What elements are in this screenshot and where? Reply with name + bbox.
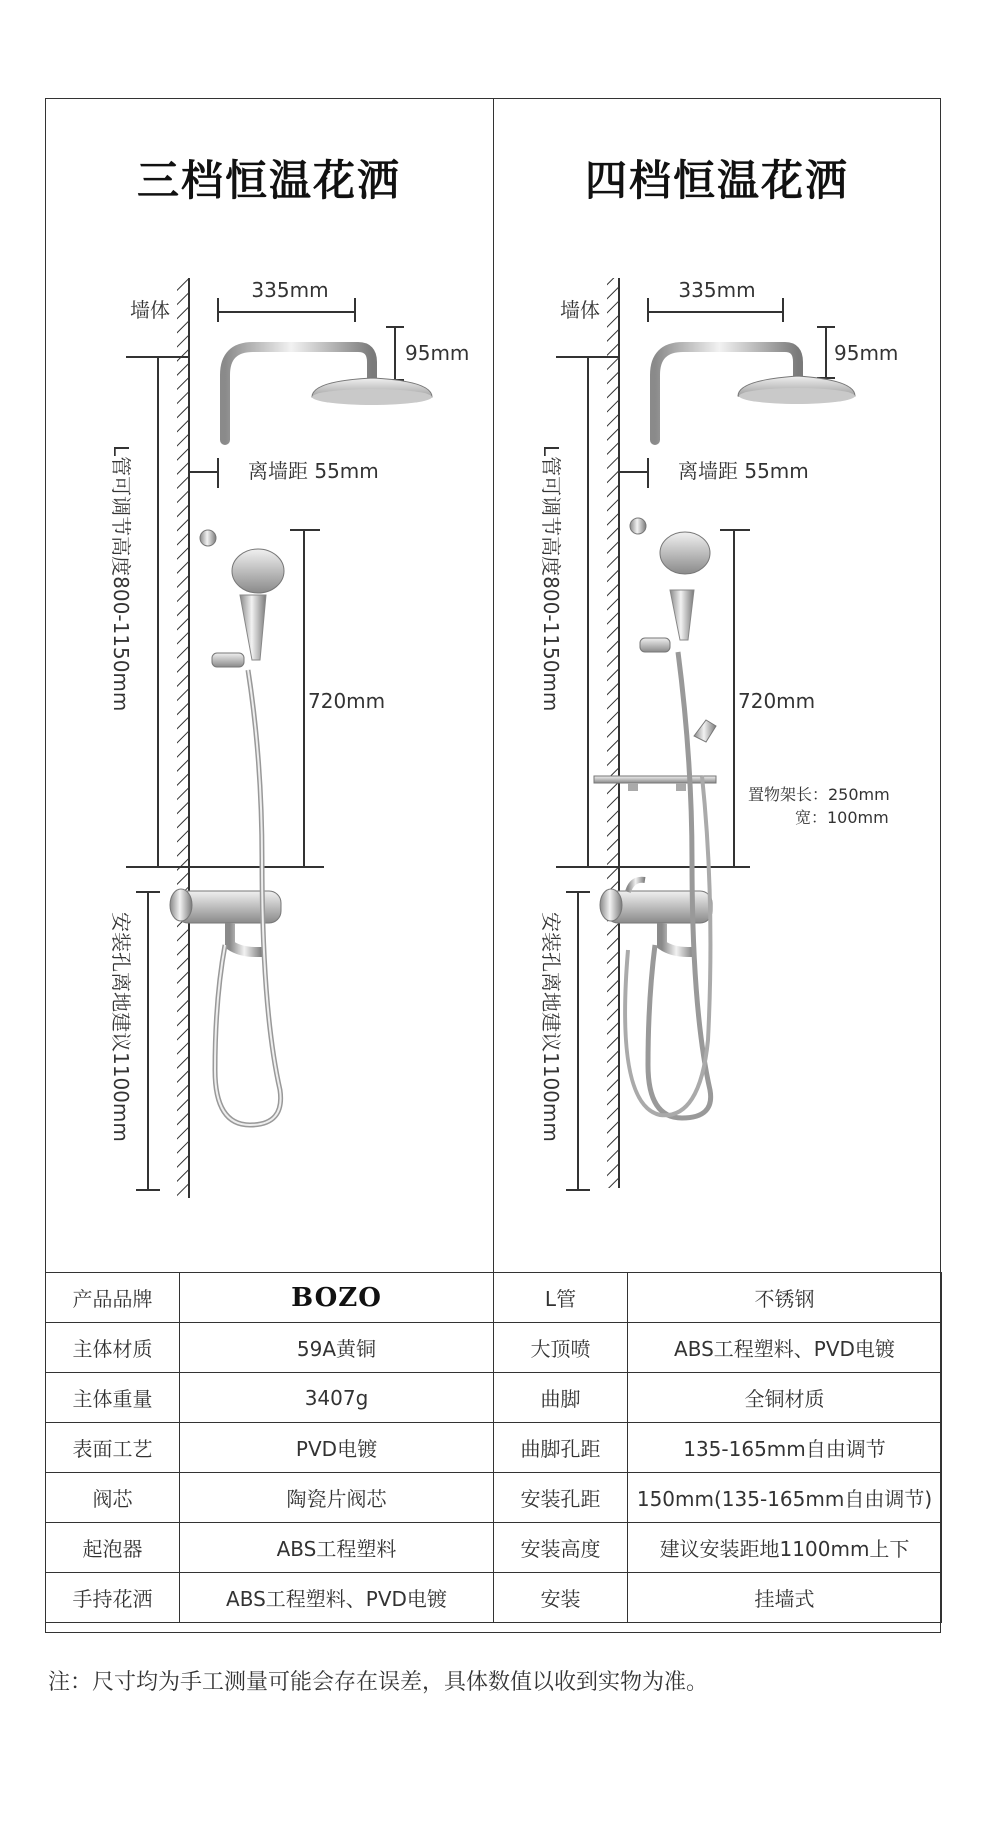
three-mode-diagram (109, 278, 469, 1198)
spec-value: 3407g (180, 1373, 494, 1423)
l-pipe-adjust-label: L管可调节高度800-1150mm (109, 445, 133, 712)
hand-shower-head (232, 549, 284, 593)
tub-spout (662, 923, 694, 952)
spec-key: 主体材质 (46, 1323, 180, 1373)
install-height-label: 安装孔离地建议1100mm (539, 912, 563, 1142)
table-row (46, 1273, 942, 1323)
spec-key: 阀芯 (46, 1473, 180, 1523)
table-row (46, 1523, 942, 1573)
spec-key: 手持花洒 (46, 1573, 180, 1623)
spec-value: 59A黄铜 (180, 1323, 494, 1373)
spec-value: 陶瓷片阀芯 (180, 1473, 494, 1523)
l-pipe-adjust-label: L管可调节高度800-1150mm (539, 445, 563, 712)
spec-key: 曲脚孔距 (494, 1423, 628, 1473)
spec-value: ABS工程塑料、PVD电镀 (628, 1323, 942, 1373)
bidet-sprayer (694, 720, 716, 742)
spec-value: 挂墙式 (628, 1573, 942, 1623)
width-dimension-label: 335mm (251, 278, 329, 302)
wall-label: 墙体 (560, 298, 600, 322)
spec-key: 主体重量 (46, 1373, 180, 1423)
tub-spout (230, 923, 262, 952)
storage-shelf (594, 776, 716, 783)
table-row (46, 1423, 942, 1473)
wall-distance-label: 离墙距 55mm (678, 459, 809, 483)
spec-key: 产品品牌 (46, 1273, 180, 1323)
hand-shower-head (660, 532, 710, 574)
table-row (46, 1473, 942, 1523)
hand-shower-handle (240, 595, 266, 660)
measurement-note: 注：尺寸均为手工测量可能会存在误差，具体数值以收到实物为准。 (48, 1670, 709, 1695)
shelf-length-label: 置物架长：250mm (748, 785, 890, 804)
table-row (46, 1573, 942, 1623)
table-row (46, 1373, 942, 1423)
wall-label: 墙体 (130, 298, 170, 322)
head-height-label: 95mm (834, 341, 899, 365)
spec-value: 150mm(135-165mm自由调节) (628, 1473, 942, 1523)
wall-distance-label: 离墙距 55mm (248, 459, 379, 483)
spec-value: 建议安装距地1100mm上下 (628, 1523, 942, 1573)
spec-key: 大顶喷 (494, 1323, 628, 1373)
four-mode-shower-title: 四档恒温花洒 (584, 156, 849, 205)
spec-key: 曲脚 (494, 1373, 628, 1423)
spec-key: 安装 (494, 1573, 628, 1623)
spec-key: 起泡器 (46, 1523, 180, 1573)
three-mode-shower-title: 三档恒温花洒 (136, 156, 401, 205)
spec-value: ABS工程塑料 (180, 1523, 494, 1573)
four-mode-diagram (539, 278, 898, 1190)
spec-value: ABS工程塑料、PVD电镀 (180, 1573, 494, 1623)
rail-height-label: 720mm (308, 689, 386, 713)
spec-key: 表面工艺 (46, 1423, 180, 1473)
spec-value: 不锈钢 (628, 1273, 942, 1323)
head-height-label: 95mm (405, 341, 470, 365)
hand-shower-handle (670, 590, 694, 640)
spec-value: PVD电镀 (180, 1423, 494, 1473)
wall-hatch (177, 278, 189, 1198)
spec-value: 全铜材质 (628, 1373, 942, 1423)
spec-key: 安装高度 (494, 1523, 628, 1573)
table-row (46, 1323, 942, 1373)
brand-logo (180, 1273, 494, 1323)
brand-name: BOZO (291, 1282, 382, 1313)
spec-key: L管 (494, 1273, 628, 1323)
specification-table (45, 1272, 942, 1623)
install-height-label: 安装孔离地建议1100mm (109, 912, 133, 1142)
wall-hatch (607, 278, 619, 1188)
rail-height-label: 720mm (738, 689, 816, 713)
shelf-width-label: 宽：100mm (795, 808, 889, 827)
spec-key: 安装孔距 (494, 1473, 628, 1523)
width-dimension-label: 335mm (678, 278, 756, 302)
spec-value: 135-165mm自由调节 (628, 1423, 942, 1473)
